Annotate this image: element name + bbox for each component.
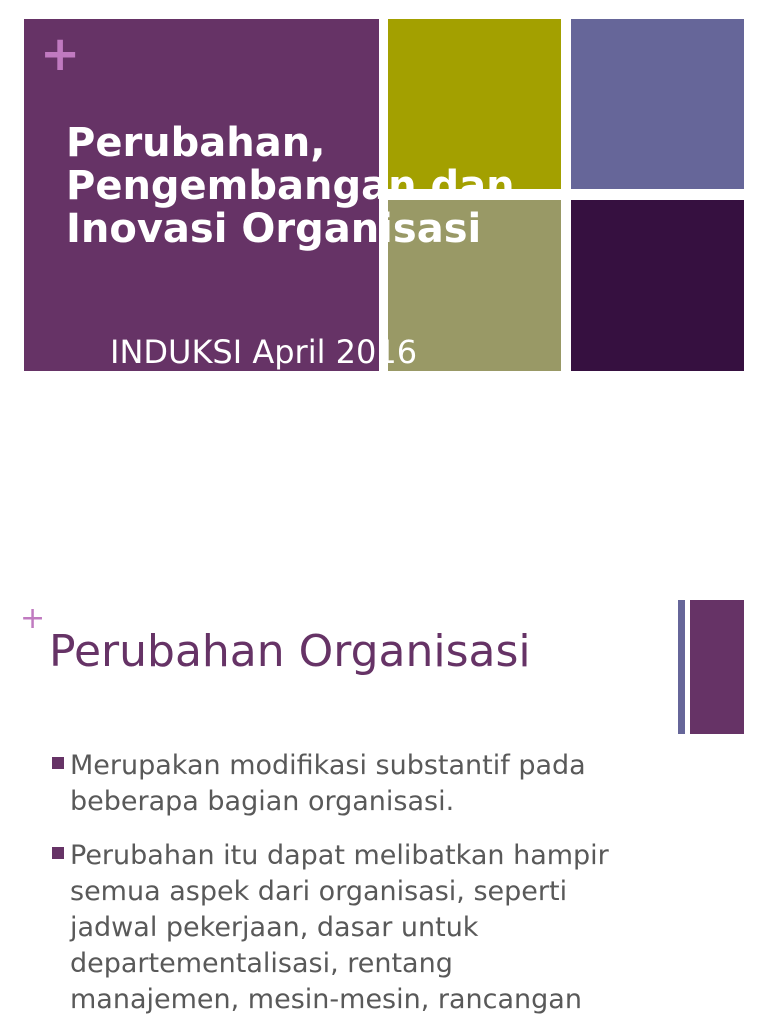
slate-block bbox=[571, 19, 744, 189]
bullet-list bbox=[50, 748, 690, 1036]
plus-icon: + bbox=[20, 601, 46, 636]
plus-icon: + bbox=[40, 26, 81, 82]
slide-title-line: Inovasi Organisasi bbox=[66, 206, 482, 252]
accent-bar-thin bbox=[678, 600, 685, 734]
bullet-line: beberapa bagian organisasi. bbox=[70, 786, 455, 817]
slide-title-line: Pengembangan dan bbox=[66, 163, 515, 209]
bullet-square-icon bbox=[52, 847, 64, 859]
plum-block bbox=[571, 200, 744, 371]
slide-subtitle: INDUKSI April 2016 bbox=[110, 333, 418, 371]
slide-heading: Perubahan Organisasi bbox=[49, 626, 531, 677]
bullet-line: jadwal pekerjaan, dasar untuk bbox=[70, 912, 479, 943]
slide-title bbox=[66, 122, 586, 251]
bullet-square-icon bbox=[52, 757, 64, 769]
content-slide bbox=[0, 590, 768, 1024]
bullet-item bbox=[50, 748, 690, 820]
bullet-line: Perubahan itu dapat melibatkan hampir bbox=[70, 840, 609, 871]
slide-title-line: Perubahan, bbox=[66, 120, 326, 166]
bullet-item bbox=[50, 838, 690, 1018]
title-slide bbox=[0, 0, 768, 390]
bullet-line: Merupakan modifikasi substantif pada bbox=[70, 750, 586, 781]
bullet-line: departementalisasi, rentang bbox=[70, 948, 453, 979]
bullet-line: manajemen, mesin-mesin, rancangan bbox=[70, 984, 582, 1015]
bullet-line: semua aspek dari organisasi, seperti bbox=[70, 876, 568, 907]
bullet-text bbox=[70, 748, 690, 820]
accent-bar-thick bbox=[690, 600, 744, 734]
bullet-text bbox=[70, 838, 690, 1018]
